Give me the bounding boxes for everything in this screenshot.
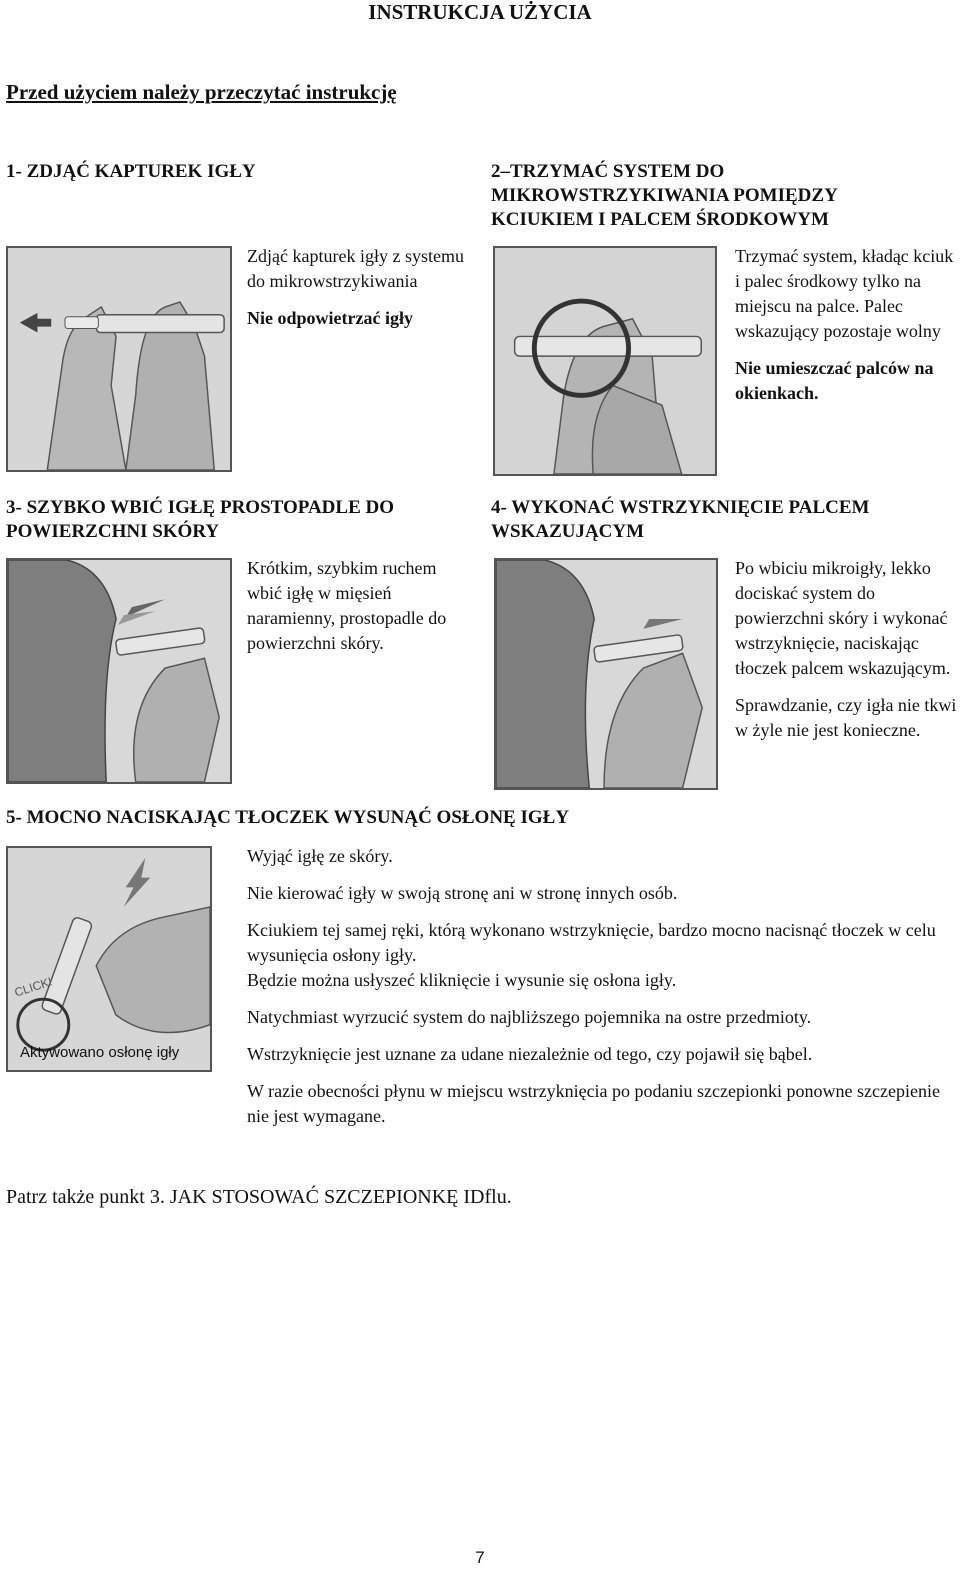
step5-heading: 5- MOCNO NACISKAJĄC TŁOCZEK WYSUNĄĆ OSŁONĘ IGŁY (6, 807, 570, 828)
step2-text: Trzymać system, kładąc kciuk i palec środkowy tylko na miejscu na palce. Palec wskazujący pozostaje wolny (735, 246, 954, 341)
step4-image (494, 558, 718, 790)
step5-p3b: Będzie można usłyszeć kliknięcie i wysunie się osłona igły. (247, 970, 677, 990)
step5-p2: Nie kierować igły w swoją stronę ani w stronę innych osób. (247, 883, 678, 903)
step1-image (6, 246, 232, 472)
image-caption: Aktywowano osłonę igły (20, 1044, 180, 1061)
step5-p3a: Kciukiem tej samej ręki, którą wykonano wstrzyknięcie, bardzo mocno nacisnąć tłoczek w celu wysunięcia osłony igły. (247, 920, 936, 965)
page-title: INSTRUKCJA UŻYCIA (368, 0, 592, 24)
step2-heading: 2–TRZYMAĆ SYSTEM DO MIKROWSTRZYKIWANIA POMIĘDZY KCIUKIEM I PALCEM ŚRODKOWYM (491, 161, 838, 230)
step1-heading: 1- ZDJĄĆ KAPTUREK IGŁY (6, 161, 256, 182)
step5-p4: Natychmiast wyrzucić system do najbliższego pojemnika na ostre przedmioty. (247, 1007, 812, 1027)
step3-text: Krótkim, szybkim ruchem wbić igłę w mięsień naramienny, prostopadle do powierzchni skóry. (247, 558, 447, 653)
step5-p1: Wyjąć igłę ze skóry. (247, 846, 393, 866)
step2-warning: Nie umieszczać palców na okienkach. (735, 358, 934, 403)
step5-p6: W razie obecności płynu w miejscu wstrzyknięcia po podaniu szczepionki ponowne szczepienie nie jest wymagane. (247, 1081, 940, 1126)
step5-p5: Wstrzyknięcie jest uznane za udane niezależnie od tego, czy pojawił się bąbel. (247, 1044, 813, 1064)
step3-heading: 3- SZYBKO WBIĆ IGŁĘ PROSTOPADLE DO POWIERZCHNI SKÓRY (6, 497, 394, 542)
step4-text: Po wbiciu mikroigły, lekko dociskać system do powierzchni skóry i wykonać wstrzyknięcie, naciskając tłoczek palcem wskazującym. (735, 558, 951, 678)
step5-image (6, 846, 212, 1072)
step4-note: Sprawdzanie, czy igła nie tkwi w żyle nie jest konieczne. (735, 695, 957, 740)
click-label: CLICK! (12, 974, 54, 1000)
step3-image (6, 558, 232, 784)
step2-image (493, 246, 717, 476)
step4-heading: 4- WYKONAĆ WSTRZYKNIĘCIE PALCEM WSKAZUJĄCYM (491, 497, 870, 542)
step1-text: Zdjąć kapturek igły z systemu do mikrowstrzykiwania (247, 246, 464, 291)
step1-warning: Nie odpowietrzać igły (247, 308, 413, 328)
footer-reference: Patrz także punkt 3. JAK STOSOWAĆ SZCZEPIONKĘ IDflu. (6, 1186, 512, 1208)
subtitle: Przed użyciem należy przeczytać instrukcję (6, 80, 397, 104)
page-number: 7 (475, 1548, 485, 1567)
